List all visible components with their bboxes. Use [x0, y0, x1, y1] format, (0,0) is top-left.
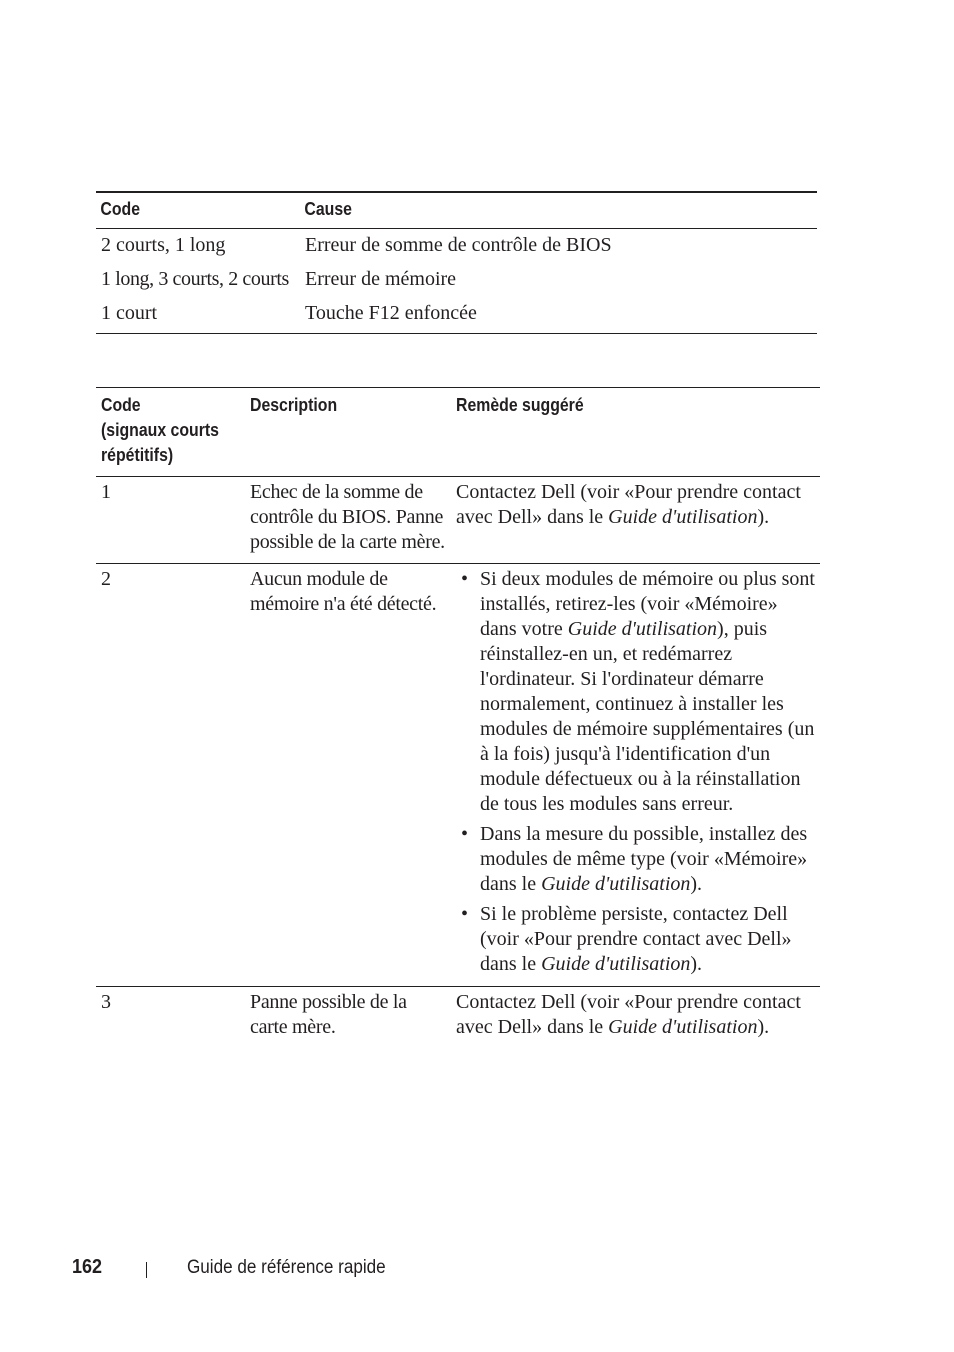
remedy-cell: Contactez Dell (voir «Pour prendre contact avec Dell» dans le Guide d'utilisation). [456, 991, 801, 1038]
remedy-cell [451, 564, 820, 987]
guide-reference: Guide d'utilisation [608, 1016, 758, 1038]
description-cell: Echec de la somme de contrôle du BIOS. Panne possible de la carte mère. [250, 481, 445, 553]
bullet-icon: • [461, 903, 469, 925]
code-cell: 1 court [101, 302, 158, 324]
footer-title: Guide de référence rapide [187, 1257, 386, 1278]
remedy-cell: Contactez Dell (voir «Pour prendre contact avec Dell» dans le Guide d'utilisation). [456, 481, 801, 528]
table-row [96, 297, 817, 334]
header-code-line: répétitifs) [101, 445, 174, 465]
column-header-cause: Cause [304, 199, 352, 219]
column-header-code: Code [100, 199, 140, 219]
code-cell: 3 [101, 991, 111, 1013]
table-row [96, 564, 820, 987]
code-cell: 2 [101, 568, 111, 590]
cause-cell: Touche F12 enfoncée [305, 302, 477, 324]
page-number: 162 [72, 1256, 103, 1278]
guide-reference: Guide d'utilisation [608, 506, 758, 528]
bullet-icon: • [461, 568, 469, 590]
table-row [96, 229, 817, 264]
table-header-row [96, 192, 817, 229]
column-header-remedy: Remède suggéré [456, 395, 584, 415]
column-header-description: Description [250, 395, 338, 415]
table-row [96, 987, 820, 1049]
table-header-row [96, 388, 820, 477]
guide-reference: Guide d'utilisation [567, 618, 718, 640]
footer-divider [146, 1262, 147, 1278]
list-item: • Dans la mesure du possible, installez des modules de même type (voir «Mémoire» dans le Guide d'utilisation). [461, 823, 808, 895]
table-row [96, 263, 817, 297]
remedy-bullet-list [456, 567, 815, 977]
header-code-line: Code [101, 395, 141, 415]
guide-reference: Guide d'utilisation [541, 953, 691, 975]
description-cell: Panne possible de la carte mère. [250, 991, 407, 1038]
code-cell: 1 long, 3 courts, 2 courts [101, 268, 289, 290]
code-cell: 1 [101, 481, 111, 503]
bullet-icon: • [461, 823, 469, 845]
description-cell: Aucun module de mémoire n'a été détecté. [250, 568, 437, 615]
list-item: • Si le problème persiste, contactez Dell (voir «Pour prendre contact avec Dell» dans le Guide d'utilisation). [461, 903, 792, 975]
cause-cell: Erreur de mémoire [305, 268, 457, 290]
beep-code-table [96, 191, 817, 334]
table-row [96, 477, 820, 564]
column-header-code [96, 388, 245, 477]
header-code-line: (signaux courts [101, 420, 219, 440]
code-cell: 2 courts, 1 long [101, 234, 226, 256]
guide-reference: Guide d'utilisation [541, 873, 691, 895]
cause-cell: Erreur de somme de contrôle de BIOS [305, 234, 612, 256]
list-item: • Si deux modules de mémoire ou plus sont installés, retirez-les (voir «Mémoire» dans votre Guide d'utilisation), puis réinstallez-en un, et redémarrez l'ordinateur. Si l'ordinateur démarre normalement, continuez à installer les modules de mémoire supplémentaires (un à la fois) jusqu'à l'identification d'un module défectueux ou à la réinstallation de tous les modules sans erreur. [461, 568, 815, 815]
diagnostic-code-table [96, 387, 820, 1048]
